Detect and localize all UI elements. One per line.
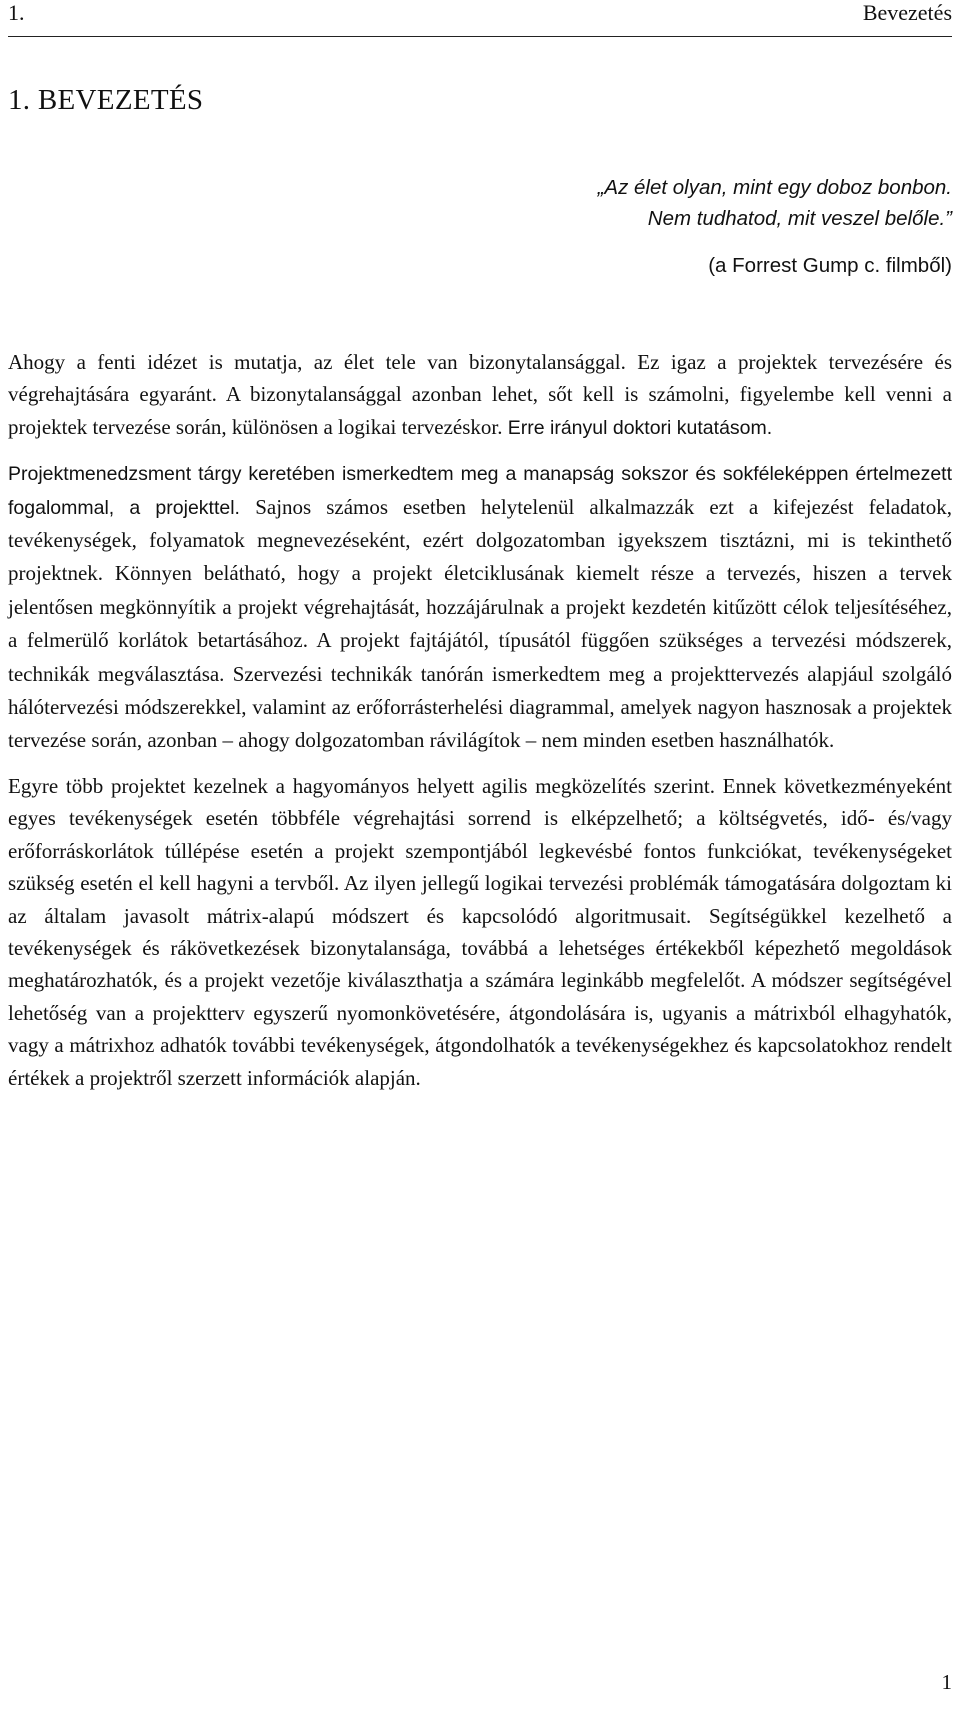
- header-chapter-number: 1.: [8, 0, 25, 25]
- epigraph-quote: [598, 172, 952, 281]
- running-header: [8, 0, 952, 37]
- paragraph-3: Egyre több projektet kezelnek a hagyományos helyett agilis megközelítés szerint. Ennek következményeként egyes tevékenységek esetén többféle végrehajtási sorrend is elképzelhető; a költségvetés, idő- és/vagy erőforráskorlátok túllépése esetén a projekt szempontjából legkevésbé fontos funkciókat, tevékenységeket szükség esetén el kell hagyni a tervből. Az ilyen jellegű logikai tervezési problémák támogatására dolgoztam ki az általam javasolt mátrix-alapú módszert és kapcsolódó algoritmusait. Segítségükkel kezelhető a tevékenységek és rákövetkezések bizonytalansága, továbbá a lehetséges értékekből képezhető megoldások meghatározhatók, és a projekt vezetője kiválaszthatja a számára leginkább megfelelőt. A módszer segítségével lehetőség van a projektterv egyszerű nyomonkövetésére, átgondolására is, ugyanis a mátrixból elhagyhatók, vagy a mátrixhoz adhatók további tevékenységek, átgondolhatók a tevékenységekhez és kapcsolatokhoz rendelt értékek a projektről szerzett információk alapján.: [8, 773, 952, 1090]
- paragraph-2-part-2: Sajnos számos esetben helytelenül alkalmazzák ezt a kifejezést feladatok, tevékenységek, folyamatok megnevezéseként, ezért dolgozatomban igyekszem tisztázni, mi is tekinthető projektnek. Könnyen belátható, hogy a projekt életciklusának kiemelt része a tervezés, hiszen a tervek jelentősen megkönnyítik a projekt végrehajtását, hozzájárulnak a projekt kezdetén kitűzött célok teljesítéséhez, a felmerülő korlátok betartásához. A projekt fajtájától, típusától függően szükséges a tervezési módszerek, technikák megválasztása. Szervezési technikák tanórán ismerkedtem meg a projekttervezés alapjául szolgáló hálótervezési módszerekkel, valamint az erőforrásterhelési diagrammal, amelyek nagyon hasznosak a projektek tervezése során, azonban – ahogy dolgozatomban rávilágítok – nem minden esetben használhatók.: [8, 494, 953, 753]
- paragraph-2: [8, 458, 952, 758]
- main-text: [8, 346, 952, 1104]
- quote-line-1: „Az élet olyan, mint egy doboz bonbon.: [597, 176, 952, 199]
- quote-source: (a Forrest Gump c. filmből): [708, 254, 952, 277]
- paragraph-1: [8, 346, 952, 444]
- paragraph-2-part-1: Projektmenedzsment tárgy keretében ismerkedtem meg a manapság sokszor és sokféleképpen értelmezett fogalommal, a projekttel.: [8, 463, 952, 519]
- page-number: 1: [941, 1670, 952, 1694]
- paragraph-1-part-1: Ahogy a fenti idézet is mutatja, az élet tele van bizonytalansággal. Ez igaz a projektek tervezésére és végrehajtására egyaránt. A bizonytalansággal azonban lehet, sőt kell is számolni, figyelembe kell venni a projektek tervezése során, különösen a logikai tervezéskor.: [8, 350, 952, 439]
- quote-line-2: Nem tudhatod, mit veszel belőle.”: [647, 207, 952, 230]
- header-chapter-title: Bevezetés: [862, 0, 952, 25]
- chapter-heading: 1. BEVEZETÉS: [8, 84, 204, 116]
- paragraph-1-part-2: Erre irányul doktori kutatásom.: [507, 416, 773, 439]
